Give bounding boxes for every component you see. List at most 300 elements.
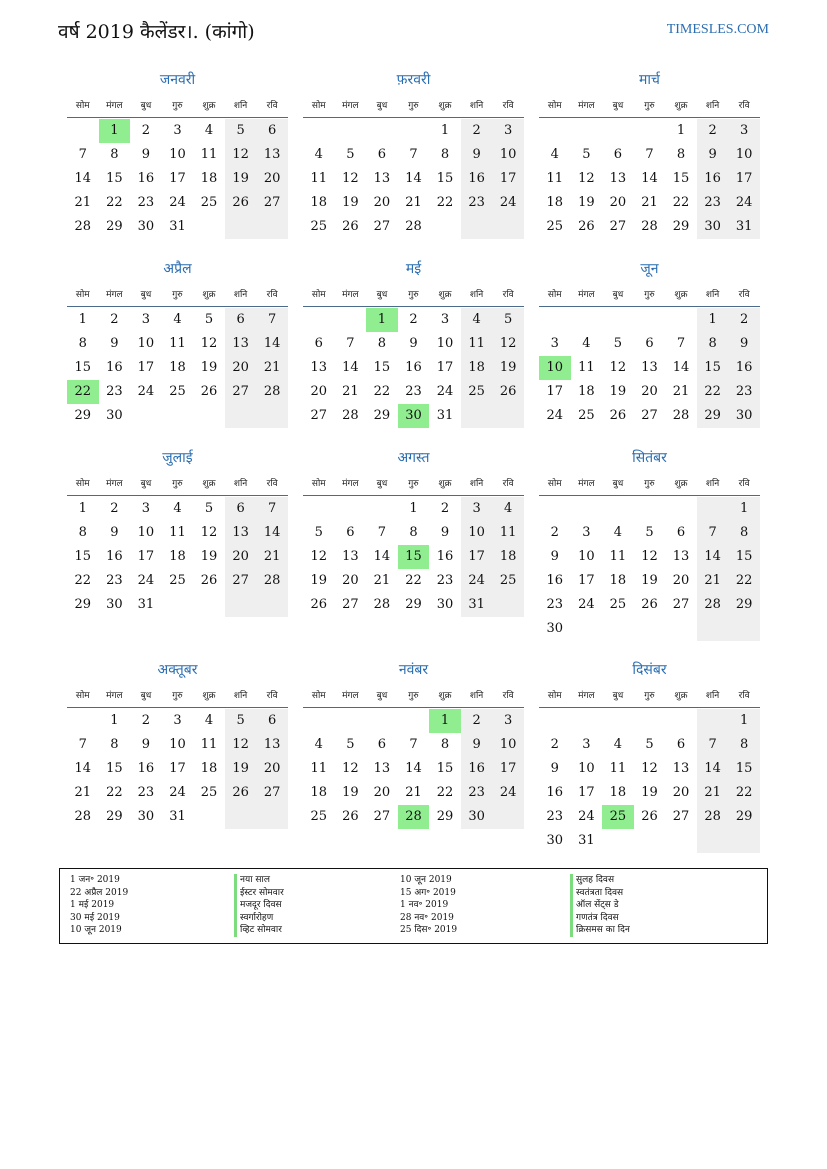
day-cell: 23 <box>106 384 123 399</box>
day-cell: 4 <box>173 501 182 516</box>
weekday-label: गुरु <box>172 101 183 111</box>
day-cell: 12 <box>641 761 658 776</box>
day-cell: 28 <box>74 219 92 234</box>
day-cell: 27 <box>373 809 391 824</box>
day-cell: 4 <box>461 308 493 332</box>
weekday-label: सोम <box>547 479 562 489</box>
weekend-shade <box>256 404 288 428</box>
day-cell: 8 <box>697 332 729 356</box>
weekday-label: गुरु <box>644 290 655 300</box>
day-cell: 3 <box>461 497 493 521</box>
day-cell: 17 <box>436 360 454 375</box>
day-cell: 3 <box>728 119 760 143</box>
day-cell: 29 <box>436 809 454 824</box>
weekday-label: मंगल <box>578 101 595 111</box>
day-cell: 5 <box>204 501 214 516</box>
day-cell: 11 <box>546 171 564 186</box>
day-cell: 29 <box>106 219 123 234</box>
day-cell: 13 <box>342 549 359 564</box>
day-cell: 7 <box>346 336 355 351</box>
day-cell: 5 <box>645 737 654 752</box>
day-cell: 7 <box>256 497 288 521</box>
day-cell: 5 <box>225 119 257 143</box>
day-cell: 18 <box>609 785 627 800</box>
day-cell: 26 <box>200 573 218 588</box>
day-cell: 24 <box>492 781 524 805</box>
day-cell: 13 <box>672 761 690 776</box>
day-cell: 7 <box>645 147 654 162</box>
weekday-label: शनि <box>705 290 720 300</box>
weekend-shade <box>697 617 729 641</box>
day-cell: 14 <box>373 549 391 564</box>
day-cell: 6 <box>314 336 323 351</box>
weekend-shade <box>225 404 257 428</box>
day-cell: 11 <box>200 737 218 752</box>
day-cell: 26 <box>609 408 627 423</box>
day-cell: 23 <box>137 195 155 210</box>
weekend-shade <box>728 829 760 853</box>
day-cell: 20 <box>373 785 391 800</box>
day-cell: 19 <box>200 549 218 564</box>
legend-date: 25 दिस॰ 2019 <box>400 925 458 935</box>
day-cell: 21 <box>74 785 92 800</box>
day-cell: 24 <box>728 191 760 215</box>
day-cell: 20 <box>641 384 658 399</box>
day-cell: 17 <box>728 167 760 191</box>
day-cell: 16 <box>405 360 422 375</box>
day-cell: 13 <box>225 332 257 356</box>
day-cell: 7 <box>78 147 87 162</box>
day-cell: 20 <box>310 384 328 399</box>
day-cell: 13 <box>256 733 288 757</box>
day-cell: 10 <box>728 143 760 167</box>
weekend-shade <box>697 709 729 733</box>
day-cell: 28 <box>672 408 690 423</box>
day-cell: 31 <box>578 833 595 848</box>
day-cell: 29 <box>74 408 92 423</box>
day-cell: 1 <box>110 713 119 728</box>
day-cell: 25 <box>169 573 186 588</box>
day-cell: 30 <box>106 408 123 423</box>
weekday-label: बुध <box>612 479 624 489</box>
month-name: सितंबर <box>632 450 667 466</box>
weekday-label: बुध <box>140 691 152 701</box>
day-cell: 11 <box>461 332 493 356</box>
weekday-label: गुरु <box>172 691 183 701</box>
day-cell: 20 <box>256 167 288 191</box>
day-cell: 14 <box>672 360 690 375</box>
day-cell: 17 <box>492 757 524 781</box>
day-cell: 23 <box>461 191 493 215</box>
day-cell: 1 <box>676 123 686 138</box>
weekday-label: रवि <box>266 479 278 489</box>
day-cell: 5 <box>204 312 214 327</box>
legend-date: 10 जून 2019 <box>70 925 122 935</box>
day-cell: 29 <box>106 809 123 824</box>
weekday-label: शुक्र <box>674 101 688 111</box>
day-cell: 22 <box>373 384 391 399</box>
site-link[interactable]: TIMESLES.COM <box>666 22 769 37</box>
weekday-label: बुध <box>140 101 152 111</box>
day-cell: 21 <box>74 195 92 210</box>
day-cell: 7 <box>697 521 729 545</box>
day-cell: 5 <box>582 147 591 162</box>
day-cell: 8 <box>440 737 450 752</box>
day-cell: 18 <box>200 171 218 186</box>
weekday-label: रवि <box>738 479 750 489</box>
day-cell: 1 <box>409 501 418 516</box>
day-cell: 16 <box>697 167 729 191</box>
legend-holiday: गणतंत्र दिवस <box>570 912 630 925</box>
day-cell: 10 <box>461 521 493 545</box>
day-cell: 4 <box>613 525 623 540</box>
weekday-label: मंगल <box>342 290 359 300</box>
day-cell: 21 <box>697 781 729 805</box>
legend-holiday: मजदूर दिवस <box>234 899 284 912</box>
day-cell: 30 <box>546 833 564 848</box>
day-cell: 29 <box>697 404 729 428</box>
day-cell: 9 <box>728 332 760 356</box>
weekday-label: रवि <box>738 691 750 701</box>
day-cell: 27 <box>225 569 257 593</box>
day-cell: 19 <box>200 360 218 375</box>
month-name: मई <box>405 261 422 277</box>
day-cell: 22 <box>728 569 760 593</box>
weekday-label: रवि <box>266 290 278 300</box>
day-cell: 16 <box>461 167 493 191</box>
day-cell: 26 <box>492 380 524 404</box>
day-cell: 26 <box>310 597 328 612</box>
weekday-label: शुक्र <box>438 479 452 489</box>
day-cell: 1 <box>440 123 450 138</box>
day-cell: 11 <box>169 336 186 351</box>
weekday-label: शनि <box>705 691 720 701</box>
holiday-day-cell: 10 <box>539 356 571 380</box>
day-cell: 14 <box>342 360 359 375</box>
day-cell: 27 <box>373 219 391 234</box>
legend-date: 1 मई 2019 <box>70 900 115 910</box>
weekday-header <box>303 688 524 708</box>
day-cell: 23 <box>546 597 564 612</box>
legend-holiday: क्रिसमस का दिन <box>570 924 630 937</box>
weekday-label: शुक्र <box>202 101 216 111</box>
day-cell: 9 <box>440 525 450 540</box>
month-block <box>539 70 760 250</box>
legend-holiday: ऑल सेंट्स डे <box>570 899 630 912</box>
month-block <box>303 70 524 250</box>
month-block <box>303 660 524 840</box>
weekday-label: शनि <box>705 101 720 111</box>
day-cell: 18 <box>609 573 627 588</box>
day-cell: 3 <box>492 709 524 733</box>
day-cell: 30 <box>546 621 564 636</box>
day-cell: 27 <box>256 781 288 805</box>
day-cell: 30 <box>106 597 123 612</box>
day-cell: 3 <box>173 713 182 728</box>
day-cell: 16 <box>436 549 454 564</box>
day-cell: 2 <box>110 312 119 327</box>
legend-holiday: व्हिट सोमवार <box>234 924 284 937</box>
weekday-label: मंगल <box>578 290 595 300</box>
day-cell: 27 <box>256 191 288 215</box>
day-cell: 17 <box>461 545 493 569</box>
month-name: मार्च <box>639 72 660 88</box>
weekday-label: सोम <box>75 479 90 489</box>
day-cell: 19 <box>342 195 359 210</box>
day-cell: 25 <box>200 195 218 210</box>
day-cell: 1 <box>728 709 760 733</box>
day-cell: 14 <box>74 171 92 186</box>
day-cell: 21 <box>256 545 288 569</box>
day-cell: 6 <box>645 336 654 351</box>
weekday-label: शनि <box>469 290 484 300</box>
day-cell: 19 <box>641 785 658 800</box>
day-cell: 5 <box>492 308 524 332</box>
weekday-label: शुक्र <box>438 101 452 111</box>
day-cell: 2 <box>728 308 760 332</box>
day-cell: 29 <box>74 597 92 612</box>
day-cell: 7 <box>409 737 418 752</box>
weekday-label: रवि <box>266 101 278 111</box>
legend-date: 15 अग॰ 2019 <box>400 887 456 898</box>
weekday-label: बुध <box>140 479 152 489</box>
weekend-shade <box>728 617 760 641</box>
holiday-day-cell: 22 <box>67 380 99 404</box>
day-cell: 20 <box>373 195 391 210</box>
weekday-header <box>303 287 524 307</box>
weekday-label: शनि <box>469 479 484 489</box>
day-cell: 27 <box>609 219 627 234</box>
weekday-label: मंगल <box>342 479 359 489</box>
weekday-label: रवि <box>502 101 514 111</box>
day-cell: 2 <box>409 312 418 327</box>
day-cell: 15 <box>728 757 760 781</box>
day-cell: 24 <box>137 384 155 399</box>
day-cell: 14 <box>697 757 729 781</box>
day-cell: 9 <box>110 336 119 351</box>
day-cell: 23 <box>461 781 493 805</box>
weekday-label: मंगल <box>106 290 123 300</box>
day-cell: 21 <box>405 195 422 210</box>
day-cell: 19 <box>225 167 257 191</box>
weekday-label: शुक्र <box>202 290 216 300</box>
day-cell: 10 <box>137 525 155 540</box>
day-cell: 1 <box>78 312 87 327</box>
day-cell: 8 <box>440 147 450 162</box>
weekday-label: शनि <box>469 101 484 111</box>
day-cell: 20 <box>342 573 359 588</box>
holiday-day-cell: 15 <box>398 545 430 569</box>
month-name: अगस्त <box>397 450 430 466</box>
day-cell: 14 <box>641 171 658 186</box>
month-name: दिसंबर <box>632 662 667 678</box>
weekday-header <box>303 476 524 496</box>
day-cell: 2 <box>141 123 151 138</box>
day-cell: 20 <box>225 545 257 569</box>
day-cell: 2 <box>141 713 151 728</box>
day-cell: 20 <box>672 785 690 800</box>
day-cell: 7 <box>78 737 87 752</box>
day-cell: 12 <box>641 549 658 564</box>
day-cell: 12 <box>310 549 328 564</box>
day-cell: 17 <box>137 360 155 375</box>
day-cell: 19 <box>492 356 524 380</box>
day-cell: 3 <box>173 123 182 138</box>
day-cell: 22 <box>74 573 92 588</box>
day-cell: 16 <box>728 356 760 380</box>
day-cell: 18 <box>310 785 328 800</box>
day-cell: 21 <box>641 195 658 210</box>
weekday-label: रवि <box>738 101 750 111</box>
day-cell: 18 <box>546 195 564 210</box>
weekday-label: शुक्र <box>202 691 216 701</box>
weekday-label: गुरु <box>172 290 183 300</box>
day-cell: 15 <box>373 360 391 375</box>
weekday-label: शुक्र <box>674 691 688 701</box>
weekday-label: सोम <box>547 101 562 111</box>
day-cell: 12 <box>342 171 359 186</box>
weekday-label: सोम <box>311 479 326 489</box>
day-cell: 14 <box>697 545 729 569</box>
weekend-shade <box>492 215 524 239</box>
day-cell: 25 <box>492 569 524 593</box>
day-cell: 10 <box>492 143 524 167</box>
weekend-shade <box>492 593 524 617</box>
day-cell: 9 <box>461 733 493 757</box>
day-cell: 14 <box>74 761 92 776</box>
weekday-label: शनि <box>233 101 248 111</box>
day-cell: 30 <box>728 404 760 428</box>
day-cell: 13 <box>256 143 288 167</box>
day-cell: 8 <box>78 525 87 540</box>
weekday-label: रवि <box>502 290 514 300</box>
day-cell: 30 <box>137 809 155 824</box>
day-cell: 24 <box>578 597 595 612</box>
day-cell: 11 <box>200 147 218 162</box>
day-cell: 19 <box>641 573 658 588</box>
day-cell: 27 <box>225 380 257 404</box>
day-cell: 31 <box>461 593 493 617</box>
day-cell: 3 <box>141 312 151 327</box>
day-cell: 26 <box>641 597 658 612</box>
day-cell: 21 <box>697 569 729 593</box>
day-cell: 6 <box>676 737 686 752</box>
holiday-day-cell: 1 <box>366 308 398 332</box>
day-cell: 15 <box>672 171 690 186</box>
day-cell: 9 <box>697 143 729 167</box>
page-title: वर्ष 2019 कैलेंडर।. (कांगो) <box>58 21 255 43</box>
weekend-shade <box>697 497 729 521</box>
weekday-label: सोम <box>547 290 562 300</box>
day-cell: 12 <box>342 761 359 776</box>
day-cell: 22 <box>436 195 454 210</box>
month-block <box>539 660 760 848</box>
day-cell: 25 <box>200 785 218 800</box>
weekend-shade <box>225 805 257 829</box>
day-cell: 8 <box>676 147 686 162</box>
month-name: नवंबर <box>398 662 429 678</box>
day-cell: 6 <box>377 737 387 752</box>
legend-dates-1 <box>70 874 128 937</box>
day-cell: 23 <box>106 573 123 588</box>
weekday-label: गुरु <box>644 101 655 111</box>
day-cell: 19 <box>225 757 257 781</box>
day-cell: 26 <box>578 219 595 234</box>
day-cell: 31 <box>137 597 155 612</box>
day-cell: 20 <box>609 195 627 210</box>
day-cell: 2 <box>461 119 493 143</box>
day-cell: 17 <box>578 573 595 588</box>
day-cell: 26 <box>342 809 359 824</box>
day-cell: 25 <box>169 384 186 399</box>
day-cell: 15 <box>74 549 92 564</box>
day-cell: 27 <box>310 408 328 423</box>
legend-date: 1 जन॰ 2019 <box>70 875 120 885</box>
weekday-label: मंगल <box>106 691 123 701</box>
weekday-label: शुक्र <box>438 691 452 701</box>
weekday-header <box>303 98 524 118</box>
day-cell: 16 <box>546 573 564 588</box>
weekday-label: मंगल <box>106 479 123 489</box>
weekday-label: सोम <box>311 691 326 701</box>
day-cell: 9 <box>461 143 493 167</box>
day-cell: 27 <box>342 597 359 612</box>
weekday-label: सोम <box>547 691 562 701</box>
weekday-label: बुध <box>376 479 388 489</box>
holiday-legend <box>59 868 768 944</box>
day-cell: 6 <box>225 497 257 521</box>
day-cell: 9 <box>141 737 151 752</box>
day-cell: 17 <box>169 171 186 186</box>
day-cell: 21 <box>373 573 391 588</box>
day-cell: 24 <box>436 384 454 399</box>
day-cell: 26 <box>200 384 218 399</box>
day-cell: 12 <box>225 143 257 167</box>
day-cell: 4 <box>613 737 623 752</box>
weekend-shade <box>256 593 288 617</box>
day-cell: 25 <box>461 380 493 404</box>
day-cell: 11 <box>492 521 524 545</box>
day-cell: 11 <box>609 549 627 564</box>
day-cell: 8 <box>110 737 119 752</box>
weekday-header <box>67 98 288 118</box>
day-cell: 4 <box>550 147 559 162</box>
day-cell: 3 <box>440 312 450 327</box>
legend-date: 28 नव॰ 2019 <box>400 912 454 923</box>
month-name: फ़रवरी <box>396 72 431 88</box>
day-cell: 16 <box>106 360 123 375</box>
weekday-header <box>67 287 288 307</box>
day-cell: 19 <box>310 573 328 588</box>
day-cell: 23 <box>405 384 422 399</box>
month-name: जून <box>640 261 659 277</box>
day-cell: 10 <box>578 761 595 776</box>
day-cell: 13 <box>609 171 627 186</box>
day-cell: 20 <box>672 573 690 588</box>
weekday-label: शनि <box>233 290 248 300</box>
holiday-day-cell: 1 <box>429 709 461 733</box>
day-cell: 21 <box>405 785 422 800</box>
day-cell: 9 <box>409 336 418 351</box>
day-cell: 16 <box>461 757 493 781</box>
day-cell: 30 <box>137 219 155 234</box>
day-cell: 17 <box>137 549 155 564</box>
day-cell: 2 <box>550 525 559 540</box>
day-cell: 11 <box>169 525 186 540</box>
day-cell: 3 <box>492 119 524 143</box>
day-cell: 18 <box>169 549 186 564</box>
weekday-label: शुक्र <box>674 290 688 300</box>
